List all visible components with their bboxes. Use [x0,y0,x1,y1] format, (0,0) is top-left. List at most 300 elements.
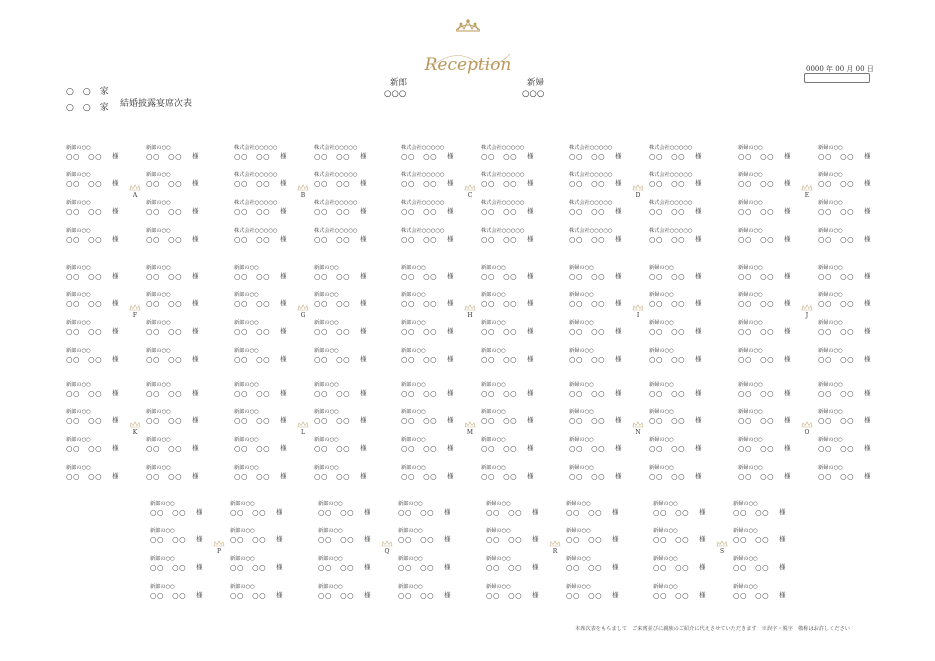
seat-guest-name: ○○ ○○ [234,272,271,281]
seat [318,583,374,601]
seat-guest-name: ○○ ○○ [818,179,855,188]
seat-guest-name: ○○ ○○ [738,299,775,308]
seat-honorific: 様 [364,591,371,599]
seat [481,171,537,189]
seat-guest-name: ○○ ○○ [66,444,103,453]
seat [401,291,457,309]
seat-title: 新婦の○○ [569,320,594,326]
seat [818,171,874,189]
seat [314,199,370,217]
table-d [569,144,719,244]
seat-honorific: 様 [784,472,791,480]
seat-title: 新郎の○○ [318,528,343,534]
table-label: G [300,312,306,319]
seat [569,199,625,217]
seat-guest-name: ○○ ○○ [738,416,775,425]
seat-honorific: 様 [360,207,367,215]
seat-title: 新婦の○○ [818,348,843,354]
seat-guest-name: ○○ ○○ [150,563,187,572]
seat-guest-name: ○○ ○○ [146,389,183,398]
seat-title: 株式会社○○○○○ [234,228,278,234]
seat-guest-name: ○○ ○○ [66,472,103,481]
seat-honorific: 様 [112,355,119,363]
table-a [66,144,216,244]
seat [738,291,794,309]
seat [733,555,789,573]
seat-title: 新郎の○○ [314,348,339,354]
seat [234,171,290,189]
seat-honorific: 様 [615,235,622,243]
seat-honorific: 様 [280,179,287,187]
tiara-icon [464,421,476,428]
tiara-icon [129,184,141,191]
seat-guest-name: ○○ ○○ [649,444,686,453]
seat [486,500,542,518]
seat-guest-name: ○○ ○○ [818,355,855,364]
seat-guest-name: ○○ ○○ [649,416,686,425]
seat-honorific: 様 [192,299,199,307]
seat-guest-name: ○○ ○○ [318,508,355,517]
seat-guest-name: ○○ ○○ [481,272,518,281]
seat [649,291,705,309]
seat-honorific: 様 [360,389,367,397]
seat-guest-name: ○○ ○○ [649,207,686,216]
seat-guest-name: ○○ ○○ [569,472,606,481]
table-label: C [467,192,473,199]
seat [818,408,874,426]
seat-guest-name: ○○ ○○ [234,389,271,398]
document-title: 結婚披露宴席次表 [120,99,193,109]
seat-title: 新郎の○○ [481,437,506,443]
tiara-icon [297,184,309,191]
seat-title: 新婦の○○ [653,501,678,507]
seat [569,347,625,365]
seat-honorific: 様 [280,272,287,280]
seat [314,291,370,309]
tiara-icon [464,184,476,191]
seat-guest-name: ○○ ○○ [146,272,183,281]
table-label: J [805,312,809,319]
seat-title: 新婦の○○ [738,409,763,415]
seat-honorific: 様 [360,472,367,480]
tiara-icon [129,304,141,311]
seat [66,381,122,399]
seat-title: 新郎の○○ [481,320,506,326]
seat-title: 新郎の○○ [66,320,91,326]
seat-guest-name: ○○ ○○ [566,591,603,600]
seat-guest-name: ○○ ○○ [146,179,183,188]
table-o [738,381,888,481]
seat-honorific: 様 [527,389,534,397]
seat-guest-name: ○○ ○○ [401,207,438,216]
seat-title: 新郎の○○ [66,409,91,415]
seat-guest-name: ○○ ○○ [314,355,351,364]
seat-guest-name: ○○ ○○ [398,535,435,544]
seat-honorific: 様 [447,207,454,215]
groom-name: ○○○ [384,89,407,99]
seat-title: 新婦の○○ [649,320,674,326]
table-i [569,264,719,364]
seat-guest-name: ○○ ○○ [66,416,103,425]
seat-title: 新郎の○○ [146,409,171,415]
seat-title: 新郎の○○ [66,292,91,298]
seat-title: 新婦の○○ [569,465,594,471]
seat-guest-name: ○○ ○○ [314,327,351,336]
seat-guest-name: ○○ ○○ [398,591,435,600]
seat-honorific: 様 [784,327,791,335]
seat-honorific: 様 [527,272,534,280]
seat-title: 新郎の○○ [150,584,175,590]
seat-guest-name: ○○ ○○ [818,389,855,398]
seat-honorific: 様 [112,472,119,480]
seat-honorific: 様 [444,508,451,516]
seat-title: 株式会社○○○○○ [234,145,278,151]
seat-honorific: 様 [360,272,367,280]
seat-guest-name: ○○ ○○ [486,591,523,600]
seat [314,408,370,426]
seat-guest-name: ○○ ○○ [738,235,775,244]
seat-honorific: 様 [527,207,534,215]
seat-honorific: 様 [784,179,791,187]
seat [66,347,122,365]
seat [738,264,794,282]
seat [314,347,370,365]
bride-family-name: ○ ○ 家 [66,103,109,113]
seat-guest-name: ○○ ○○ [569,444,606,453]
seat [150,527,206,545]
seat [649,227,705,245]
seat-title: 新婦の○○ [818,437,843,443]
seat-guest-name: ○○ ○○ [738,355,775,364]
seat-title: 新婦の○○ [818,409,843,415]
seat-title: 新郎の○○ [314,320,339,326]
seat-title: 新婦の○○ [569,348,594,354]
seat [146,381,202,399]
seat-guest-name: ○○ ○○ [230,535,267,544]
seat-guest-name: ○○ ○○ [481,355,518,364]
seat-title: 新婦の○○ [486,556,511,562]
seat-title: 新婦の○○ [486,584,511,590]
seat [146,436,202,454]
seat-honorific: 様 [192,389,199,397]
seat-title: 新郎の○○ [146,437,171,443]
seat [481,408,537,426]
seat-title: 新郎の○○ [146,228,171,234]
seat-guest-name: ○○ ○○ [146,207,183,216]
seat-honorific: 様 [699,591,706,599]
seat-guest-name: ○○ ○○ [234,179,271,188]
seat [314,227,370,245]
seat [66,464,122,482]
seat [818,291,874,309]
seat-title: 新郎の○○ [66,172,91,178]
seat [146,347,202,365]
seat [66,264,122,282]
seat-honorific: 様 [864,179,871,187]
seat-title: 新婦の○○ [818,172,843,178]
seat-honorific: 様 [192,235,199,243]
seat-title: 新郎の○○ [318,556,343,562]
seat-title: 株式会社○○○○○ [481,228,525,234]
seat [738,408,794,426]
seat-honorific: 様 [276,563,283,571]
seat-honorific: 様 [112,235,119,243]
seat [569,144,625,162]
seat [66,171,122,189]
seat-guest-name: ○○ ○○ [818,472,855,481]
table-label: L [301,429,305,436]
seat-guest-name: ○○ ○○ [314,235,351,244]
seat-honorific: 様 [447,272,454,280]
seat-guest-name: ○○ ○○ [66,355,103,364]
seat-honorific: 様 [615,272,622,280]
seat [401,436,457,454]
seat-guest-name: ○○ ○○ [314,272,351,281]
seat-honorific: 様 [864,444,871,452]
table-label: K [132,429,138,436]
seat-guest-name: ○○ ○○ [569,272,606,281]
table-label: I [636,312,640,319]
seat-guest-name: ○○ ○○ [146,235,183,244]
seat [738,381,794,399]
seat-honorific: 様 [615,207,622,215]
seat-title: 新郎の○○ [66,465,91,471]
seat-honorific: 様 [280,444,287,452]
tiara-icon [129,421,141,428]
seat-guest-name: ○○ ○○ [314,299,351,308]
seat-honorific: 様 [695,355,702,363]
seat-honorific: 様 [695,472,702,480]
tiara-icon [456,20,480,31]
seat-honorific: 様 [527,235,534,243]
seat [569,381,625,399]
seat-guest-name: ○○ ○○ [569,416,606,425]
seat [66,227,122,245]
seat-guest-name: ○○ ○○ [653,535,690,544]
seat-honorific: 様 [276,508,283,516]
seat-title: 新郎の○○ [146,320,171,326]
seat [481,199,537,217]
seat-title: 新婦の○○ [566,584,591,590]
seat-title: 株式会社○○○○○ [649,200,693,206]
seat-title: 新婦の○○ [733,556,758,562]
seat-honorific: 様 [784,355,791,363]
seat [738,464,794,482]
seat [398,527,454,545]
seat-guest-name: ○○ ○○ [146,327,183,336]
seat-honorific: 様 [527,355,534,363]
seat-honorific: 様 [695,152,702,160]
seat-title: 新婦の○○ [818,265,843,271]
seat-title: 新婦の○○ [738,292,763,298]
seat-title: 株式会社○○○○○ [314,200,358,206]
table-h [401,264,551,364]
seat-title: 新婦の○○ [738,348,763,354]
seat [566,555,622,573]
seat-honorific: 様 [280,355,287,363]
tiara-icon [381,540,393,547]
seat [738,347,794,365]
tiara-icon [801,304,813,311]
seat-guest-name: ○○ ○○ [738,444,775,453]
seat [234,264,290,282]
seat [398,555,454,573]
seat [314,319,370,337]
seat-honorific: 様 [192,327,199,335]
seat-title: 新婦の○○ [649,465,674,471]
seat-guest-name: ○○ ○○ [486,535,523,544]
seat-guest-name: ○○ ○○ [569,152,606,161]
seat-title: 新郎の○○ [146,172,171,178]
seat [481,319,537,337]
seat-guest-name: ○○ ○○ [818,235,855,244]
seat-title: 株式会社○○○○○ [569,172,613,178]
seat-honorific: 様 [447,299,454,307]
seat [150,555,206,573]
seat-title: 新婦の○○ [486,501,511,507]
seat-guest-name: ○○ ○○ [66,207,103,216]
seat-honorific: 様 [444,535,451,543]
seat-guest-name: ○○ ○○ [230,508,267,517]
seat [566,527,622,545]
seat-title: 株式会社○○○○○ [481,172,525,178]
seat-title: 新婦の○○ [486,528,511,534]
seat [146,319,202,337]
seat-guest-name: ○○ ○○ [401,389,438,398]
seat-honorific: 様 [280,327,287,335]
seat-honorific: 様 [112,179,119,187]
seat-honorific: 様 [699,535,706,543]
seat-honorific: 様 [192,179,199,187]
table-label: R [552,548,558,555]
seat-guest-name: ○○ ○○ [398,508,435,517]
seat-title: 株式会社○○○○○ [649,172,693,178]
seat-honorific: 様 [532,563,539,571]
seat-title: 株式会社○○○○○ [481,200,525,206]
seat-honorific: 様 [532,591,539,599]
seat-guest-name: ○○ ○○ [738,179,775,188]
seat-guest-name: ○○ ○○ [234,416,271,425]
seat-honorific: 様 [527,152,534,160]
seat-honorific: 様 [779,591,786,599]
seat-title: 新郎の○○ [318,584,343,590]
seat [818,227,874,245]
seat-title: 新郎の○○ [401,382,426,388]
seat-honorific: 様 [612,535,619,543]
seat-guest-name: ○○ ○○ [566,508,603,517]
seat-honorific: 様 [360,416,367,424]
seat-guest-name: ○○ ○○ [481,299,518,308]
tiara-icon [297,421,309,428]
seat-guest-name: ○○ ○○ [569,327,606,336]
seat-title: 新婦の○○ [738,437,763,443]
seat-guest-name: ○○ ○○ [146,416,183,425]
seat-title: 株式会社○○○○○ [649,228,693,234]
seat [733,500,789,518]
seat-honorific: 様 [864,207,871,215]
seat [230,500,286,518]
seat-guest-name: ○○ ○○ [150,535,187,544]
seat-title: 新婦の○○ [649,437,674,443]
seat-title: 新郎の○○ [314,382,339,388]
seat-title: 新婦の○○ [738,200,763,206]
seat [738,171,794,189]
seat-honorific: 様 [360,235,367,243]
seat-guest-name: ○○ ○○ [818,327,855,336]
seat [230,555,286,573]
seat-honorific: 様 [612,591,619,599]
table-label: P [216,548,222,555]
seat-title: 新婦の○○ [569,382,594,388]
seat-honorific: 様 [196,535,203,543]
table-m [401,381,551,481]
seat-title: 新婦の○○ [649,409,674,415]
seat-honorific: 様 [864,327,871,335]
seat-honorific: 様 [196,591,203,599]
seat [738,199,794,217]
seat-guest-name: ○○ ○○ [66,389,103,398]
seat [649,381,705,399]
seat-guest-name: ○○ ○○ [733,563,770,572]
seat-title: 新婦の○○ [738,228,763,234]
seat-guest-name: ○○ ○○ [569,235,606,244]
seat-title: 新郎の○○ [234,437,259,443]
seat-honorific: 様 [112,272,119,280]
seat-honorific: 様 [192,272,199,280]
seat-guest-name: ○○ ○○ [314,389,351,398]
tiara-icon [801,184,813,191]
seat-title: 新郎の○○ [234,320,259,326]
seat-title: 新郎の○○ [66,382,91,388]
seat-honorific: 様 [360,327,367,335]
seat [234,347,290,365]
seat-guest-name: ○○ ○○ [569,355,606,364]
seat-honorific: 様 [615,355,622,363]
seat-guest-name: ○○ ○○ [146,152,183,161]
seat-guest-name: ○○ ○○ [234,444,271,453]
seat-title: 新郎の○○ [318,501,343,507]
seat [234,436,290,454]
seat-guest-name: ○○ ○○ [146,355,183,364]
seat [234,227,290,245]
seat-honorific: 様 [192,444,199,452]
seat [649,436,705,454]
seat-guest-name: ○○ ○○ [486,508,523,517]
seat-honorific: 様 [695,416,702,424]
seat-honorific: 様 [364,535,371,543]
seat-title: 新郎の○○ [146,145,171,151]
seat-honorific: 様 [695,327,702,335]
seat [234,464,290,482]
seat [569,464,625,482]
seat-title: 新郎の○○ [234,292,259,298]
seat-guest-name: ○○ ○○ [481,389,518,398]
seat-title: 新郎の○○ [150,528,175,534]
seat-honorific: 様 [695,299,702,307]
seat-title: 新郎の○○ [150,501,175,507]
seat-honorific: 様 [112,207,119,215]
seat-title: 新婦の○○ [653,556,678,562]
seat-honorific: 様 [615,327,622,335]
table-l [234,381,384,481]
seat [481,144,537,162]
seat-title: 株式会社○○○○○ [314,172,358,178]
seat-title: 新婦の○○ [733,584,758,590]
seat [738,436,794,454]
seat-honorific: 様 [612,563,619,571]
seat [318,527,374,545]
tiara-icon [549,540,561,547]
